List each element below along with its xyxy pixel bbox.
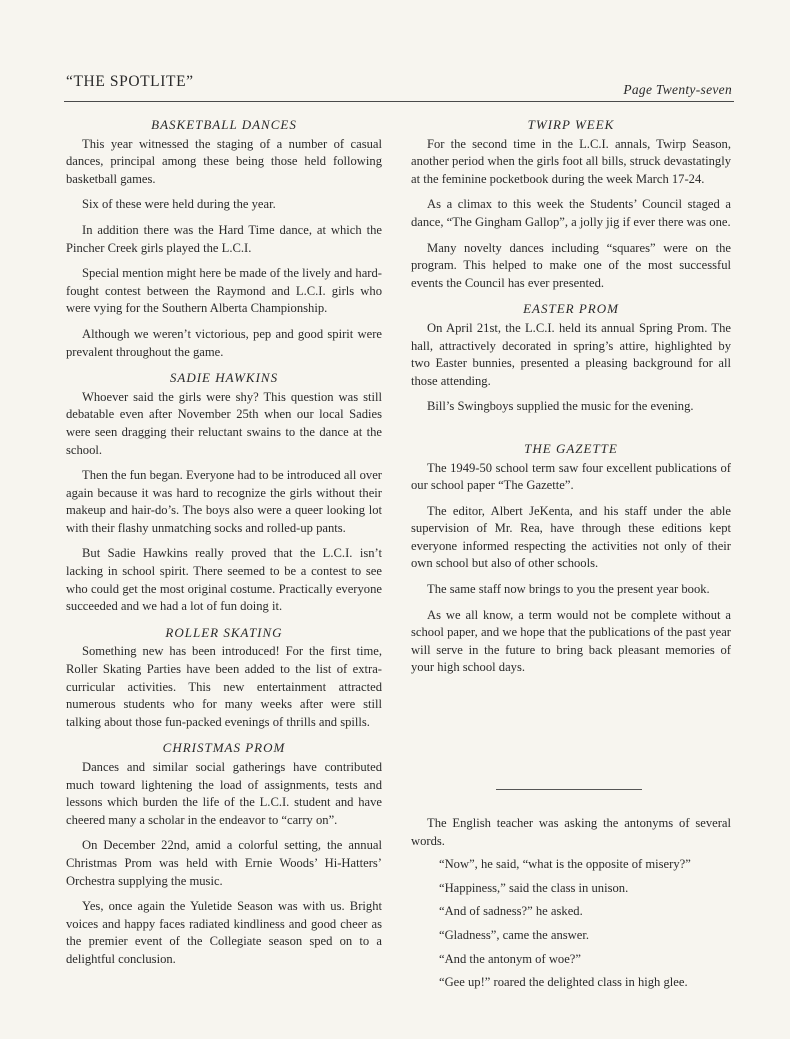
section-heading-christmas-prom: CHRISTMAS PROM [162,740,286,756]
paragraph: Yes, once again the Yuletide Season was with us. Bright voices and happy faces radiated kindliness and good cheer as the premier event of the Collegiate season sped on to a delightful conclusion. [66,899,382,966]
section-heading-twirp-week: TWIRP WEEK [527,117,615,132]
joke-line: “Gladness”, came the answer. [439,927,590,942]
joke-line: “Now”, he said, “what is the opposite of misery?” [439,857,691,872]
section-heading-basketball-dances: BASKETBALL DANCES [151,117,297,132]
joke-line: “And the antonym of woe?” [439,951,581,966]
paragraph: The same staff now brings to you the present year book. [427,582,710,597]
running-title: “THE SPOTLITE” [66,73,194,90]
paragraph: But Sadie Hawkins really proved that the L.C.I. isn’t lacking in school spirit. There seemed to be a contest to see who could get the most original costume. Practically everyone succeeded and we had a lot of fun doing it. [66,546,382,614]
paragraph: Whoever said the girls were shy? This question was still debatable even after November 25th when our local Sadies were seen dragging their reluctant swains to the dance at the school. [66,389,382,457]
paragraph: Special mention might here be made of the lively and hard-fought contest between the Raymond and L.C.I. girls who were vying for the Southern Alberta Championship. [66,266,382,316]
right-column [411,112,731,685]
paragraph: Six of these were held during the year. [82,197,276,212]
paragraph: On April 21st, the L.C.I. held its annual Spring Prom. The hall, attractively decorated in spring’s attire, highlighted by two Easter bunnies, presented a pleasing background for all those attending. [411,320,731,388]
joke-block [411,815,731,998]
paragraph: Then the fun began. Everyone had to be introduced all over again because it was hard to recognize the girls without their makeup and hair-do’s. The boys also were a queer looking lot with their flashy unmatching socks and rolled-up pants. [66,468,382,535]
joke-line: “Gee up!” roared the delighted class in high glee. [439,975,688,990]
paragraph: Although we weren’t victorious, pep and good spirit were prevalent throughout the game. [66,326,382,359]
paragraph: Something new has been introduced! For the first time, Roller Skating Parties have been added to the list of extra-curricular activities. This new entertainment attracted numerous students who for many weeks after were still talking about those fun-packed evenings of thrills and spills. [66,644,382,729]
paragraph: On December 22nd, amid a colorful setting, the annual Christmas Prom was held with Ernie Woods’ Hi-Hatters’ Orchestra supplying the music. [66,838,382,888]
joke-line: The English teacher was asking the antonyms of several words. [411,816,731,848]
paragraph: As a climax to this week the Students’ Council staged a dance, “The Gingham Gallop”, a jolly jig if ever there was one. [411,197,731,229]
paragraph: The editor, Albert JeKenta, and his staff under the able supervision of Mr. Rea, have through these editions kept everyone informed respecting the activities not only of their own school but also of other schools. [411,503,731,571]
header-rule [64,101,734,102]
section-heading-sadie-hawkins: SADIE HAWKINS [169,370,279,386]
paragraph: Many novelty dances including “squares” were on the program. This helped to make one of the most successful events the Council has ever presented. [411,240,731,290]
page-number: Page Twenty-seven [623,82,732,97]
joke-line: “And of sadness?” he asked. [439,904,583,919]
paragraph: In addition there was the Hard Time dance, at which the Pincher Creek girls played the L.C.I. [66,222,382,255]
section-heading-roller-skating: ROLLER SKATING [165,624,283,640]
section-heading-the-gazette: THE GAZETTE [524,440,618,456]
section-divider [496,789,642,790]
paragraph: This year witnessed the staging of a number of casual dances, principal among these being those held following basketball games. [66,136,382,186]
left-column [66,112,382,977]
paragraph: As we all know, a term would not be complete without a school paper, and we hope that the publications of the past year will serve in the future to bring back pleasant memories of your high school days. [411,607,731,675]
paragraph: Dances and similar social gatherings have contributed much toward lightening the load of assignments, tests and lessons which burden the life of the L.C.I. student and have cheered many a scholar in the endeavor to “carry on”. [66,760,382,827]
spacer [411,424,731,434]
section-heading-easter-prom: EASTER PROM [523,301,619,317]
paragraph: Bill’s Swingboys supplied the music for the evening. [427,399,694,414]
paragraph: For the second time in the L.C.I. annals, Twirp Season, another period when the girls foot all bills, struck devastatingly at the feminine pocketbook during the week March 17-24. [411,136,731,186]
joke-line: “Happiness,” said the class in unison. [439,880,629,895]
paragraph: The 1949-50 school term saw four excellent publications of our school paper “The Gazette”. [411,460,731,493]
